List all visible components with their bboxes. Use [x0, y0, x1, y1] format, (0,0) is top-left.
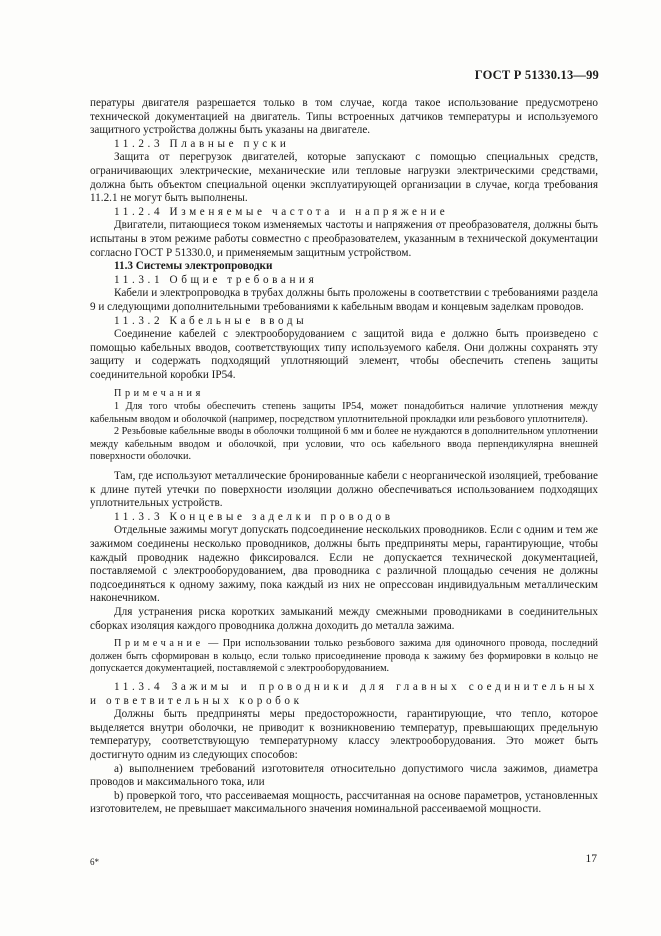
- list-item-b: b) проверкой того, что рассеиваемая мощность, рассчитанная на основе параметров, установленных изготовителем, не превышает максимального значения номинальной рассеиваемой мощности.: [90, 789, 598, 816]
- heading-11-2-3: 11.2.3 Плавные пуски: [114, 137, 290, 150]
- document-header: ГОСТ Р 51330.13—99: [474, 68, 599, 82]
- heading-11-3-2: 11.3.2 Кабельные вводы: [114, 314, 308, 327]
- note-3: [90, 638, 598, 676]
- page-number: 17: [585, 853, 597, 865]
- paragraph-soft-start: Защита от перегрузок двигателей, которые запускают с помощью специальных средств, ограничивающих электрические, механические или тепловые нагрузки электрическими средствами, должна быть объектом специальной оценки эксплуатирующей организации в случае, когда требования 11.2.1 не могут быть выполнены.: [90, 151, 598, 205]
- note-3-text: — При использовании только резьбового зажима для одиночного провода, последний должен быть сформирован в кольцо, если только присоединение провода к зажиму без формировки в кольцо не допускается документацией, поставляемой с электрооборудованием.: [90, 638, 598, 675]
- heading-11-3-1: 11.3.1 Общие требования: [114, 273, 318, 286]
- heading-11-3-4: 11.3.4 Зажимы и проводники для главных соединительных и ответвительных коробок: [90, 680, 598, 707]
- note-2: 2 Резьбовые кабельные вводы в оболочки толщиной 6 мм и более не нуждаются в дополнительном уплотнении между кабельным вводом и оболочкой, при условии, что ось кабельного ввода перпендикулярна внешней поверхности оболочки.: [90, 426, 599, 463]
- heading-11-2-4: 11.2.4 Изменяемые частота и напряжение: [114, 205, 449, 218]
- paragraph-short-circuit: Для устранения риска коротких замыканий между смежными проводниками в соединительных сборках изоляция каждого проводника должна доходить до металла зажима.: [90, 605, 598, 632]
- signature-mark: 6*: [90, 857, 99, 867]
- document-body: [90, 97, 598, 817]
- paragraph-continuation: пературы двигателя разрешается только в том случае, когда такое использование предусмотрено технической документацией на двигатель. Типы встроенных датчиков температуры и используемого защитного устройства должны быть указаны на двигателе.: [90, 97, 598, 137]
- paragraph-cable-entries: Соединение кабелей с электрооборудованием с защитой вида е должно быть произведено с помощью кабельных вводов, соответствующих типу используемого кабеля. Они должны сохранять эту защиту и содержать подходящий уплотняющий элемент, чтобы обеспечить степень защиты соединительной коробки IP54.: [90, 328, 598, 381]
- notes-title: Примечания: [114, 388, 204, 400]
- paragraph-general-requirements: Кабели и электропроводка в трубах должны быть проложены в соответствии с требованиями раздела 9 и следующими дополнительными требованиями к кабельным вводам и концевым заделкам проводов.: [90, 287, 598, 313]
- note-3-label: Примечание: [114, 638, 204, 650]
- paragraph-armoured-cables: Там, где используют металлические бронированные кабели с неорганической изоляцией, требование к длине путей утечки по поверхности изоляции должно обеспечиваться использованием подходящих уплотнительных устройств.: [90, 470, 598, 510]
- paragraph-precautions: Должны быть предприняты меры предосторожности, гарантирующие, что тепло, которое выделяется внутри оболочки, не приводит к возникновению температур, превышающих предельную температуру, соответствующую температурному классу электрооборудования. Это может быть достигнуто одним из следующих способов:: [90, 708, 598, 761]
- heading-11-3: 11.3 Системы электропроводки: [114, 260, 273, 273]
- note-1: 1 Для того чтобы обеспечить степень защиты IP54, может понадобиться наличие уплотнения между кабельным вводом и оболочкой (например, посредством уплотнительной прокладки или резьбового уплотнителя).: [90, 401, 598, 425]
- list-item-a: а) выполнением требований изготовителя относительно допустимого числа зажимов, диаметра проводов и максимального тока, или: [90, 762, 598, 789]
- paragraph-variable-frequency: Двигатели, питающиеся током изменяемых частоты и напряжения от преобразователя, должны быть испытаны в этом режиме работы совместно с преобразователем, указанным в технической документации согласно ГОСТ Р 51330.0, и применяемым защитным устройством.: [90, 219, 598, 259]
- paragraph-terminations: Отдельные зажимы могут допускать подсоединение нескольких проводников. Если с одним и тем же зажимом соединены несколько проводников, должны быть предприняты меры, гарантирующие, чтобы каждый проводник надежно фиксировался. Если не допускается технической документацией, поставляемой с электрооборудованием, два проводника с различной площадью сечения не должны подсоединяться к одному зажиму, пока каждый из них не опрессован индивидуальным металлическим наконечником.: [90, 524, 598, 605]
- heading-11-3-3: 11.3.3 Концевые заделки проводов: [114, 510, 394, 523]
